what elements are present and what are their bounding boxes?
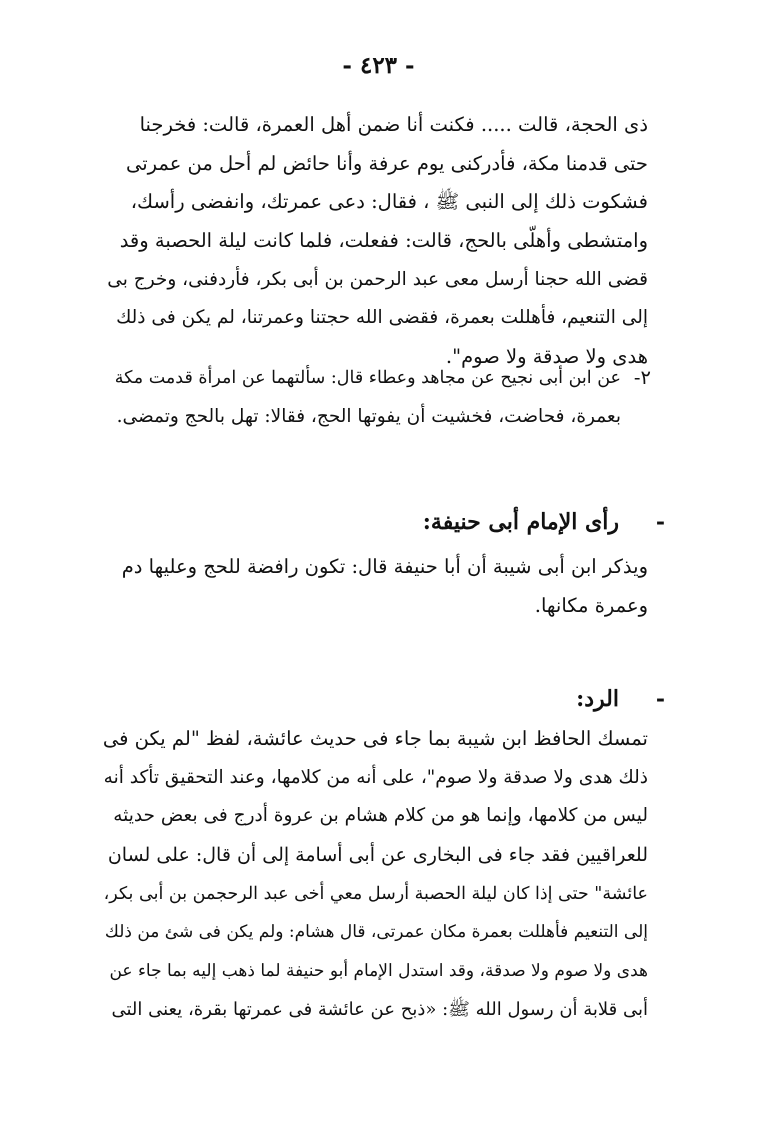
heading-dash: - (655, 686, 665, 712)
text-line: وعمرة مكانها. (534, 593, 648, 617)
text-line: عائشة" حتى إذا كان ليلة الحصبة أرسل معي أخى عبد الرحجمن بن أبى بكر، (103, 883, 648, 904)
text-line: قضى الله حجنا أرسل معى عبد الرحمن بن أبى بكر، فأردفنى، وخرج بى (107, 268, 648, 290)
text-line: ذلك هدى ولا صدقة ولا صوم"، على أنه من كلامها، وعند التحقيق تأكد أنه (103, 766, 648, 788)
reply-paragraph (103, 720, 648, 1030)
abu-hanifa-paragraph (103, 548, 648, 625)
text-line: هدى ولا صدقة ولا صوم". (445, 345, 648, 369)
text-line: إلى التنعيم، فأهللت بعمرة، فقضى الله حجتنا وعمرتنا، لم يكن فى ذلك (116, 307, 648, 329)
page-number: - ٤٢٣ - (342, 52, 415, 79)
text-line: إلى التنعيم فأهللت بعمرة مكان عمرتى، قال هشام: ولم يكن فى شئ من ذلك (104, 922, 648, 943)
text-line: للعراقيين فقد جاء فى البخارى عن أبى أسامة إلى أن قال: على لسان (107, 844, 648, 867)
text-line: تمسك الحافظ ابن شيبة بما جاء فى حديث عائشة، لفظ "لم يكن فى (103, 727, 648, 750)
section-heading-abu-hanifa: رأى الإمام أبى حنيفة: (422, 509, 619, 535)
hadith-paragraph-1 (103, 106, 648, 377)
text-line: ليس من كلامها، وإنما هو من كلام هشام بن عروة أدرج فى بعض حديثه (113, 805, 648, 827)
text-line: وامتشطى وأهلّى بالحج، قالت: ففعلت، فلما كانت ليلة الحصبة وقد (119, 229, 648, 253)
list-item-number: ٢- (633, 366, 651, 389)
text-line: حتى قدمنا مكة، فأدركنى يوم عرفة وأنا حائض لم أحل من عمرتى (125, 151, 648, 175)
text-line: عن ابن أبى نجيح عن مجاهد وعطاء قال: سألتهما عن امرأة قدمت مكة (114, 368, 621, 388)
text-line: ذى الحجة، قالت ..... فكنت أنا ضمن أهل العمرة، قالت: فخرجنا (139, 113, 648, 136)
text-line: بعمرة، فحاضت، فخشيت أن يفوتها الحج، فقالا: تهل بالحج وتمضى. (116, 405, 621, 427)
section-heading-reply: الرد: (576, 686, 619, 712)
hadith-paragraph-2 (106, 359, 621, 436)
text-line: أبى قلابة أن رسول الله ﷺ: «ذبح عن عائشة فى عمرتها بقرة، يعنى التى (111, 998, 648, 1020)
text-line: هدى ولا صوم ولا صدقة، وقد استدل الإمام أبو حنيفة لما ذهب إليه بما جاء عن (109, 961, 648, 982)
text-line: ويذكر ابن أبى شيبة أن أبا حنيفة قال: تكون رافضة للحج وعليها دم (121, 555, 648, 578)
text-line: فشكوت ذلك إلى النبى ﷺ ، فقال: دعى عمرتك، وانفضى رأسك، (130, 190, 648, 214)
heading-dash: - (655, 509, 665, 535)
